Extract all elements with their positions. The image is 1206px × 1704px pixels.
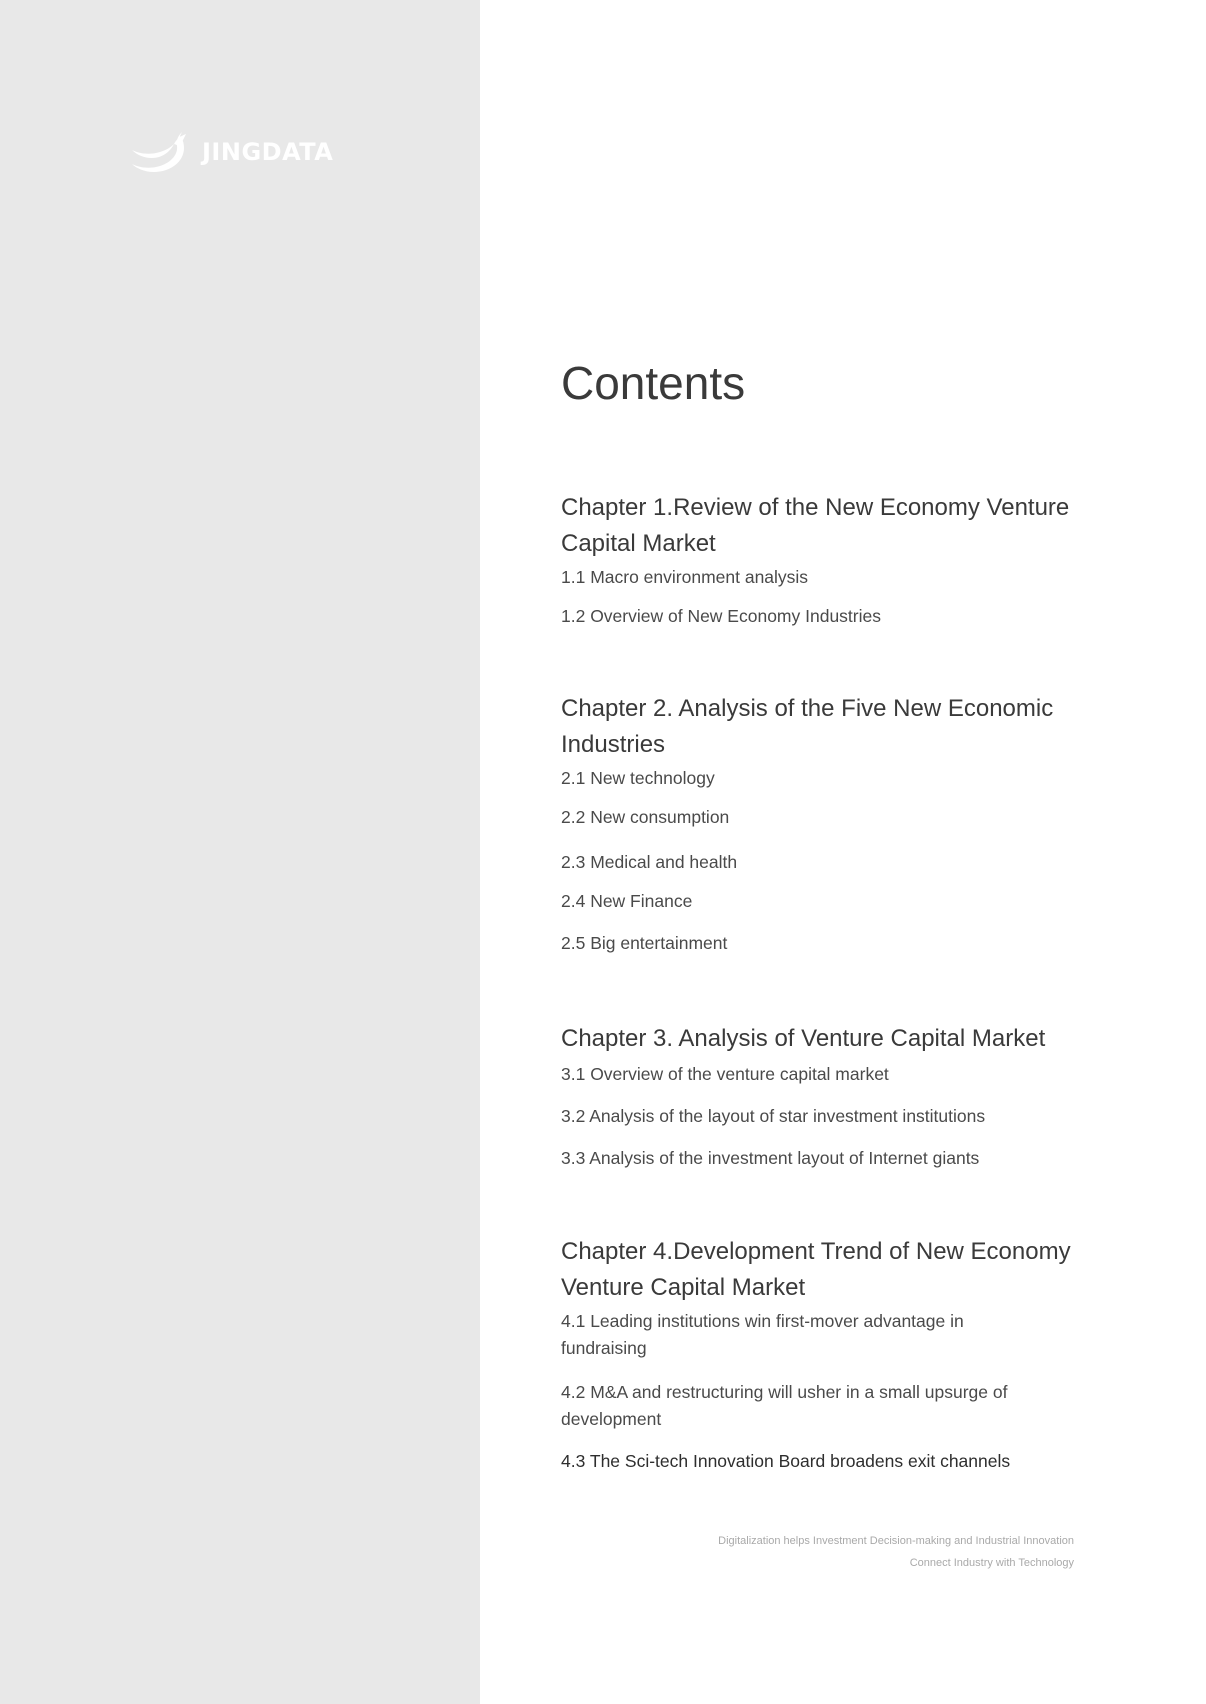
slogan-line-1: Digitalization helps Investment Decision-making and Industrial Innovation [718,1535,1074,1547]
left-sidebar-panel [0,0,480,1704]
section-4-2: 4.2 M&A and restructuring will usher in a small upsurge of development [561,1382,1008,1429]
slogan-line-2: Connect Industry with Technology [909,1557,1074,1569]
section-3-3: 3.3 Analysis of the investment layout of Internet giants [561,1148,980,1168]
chapter-2 [561,691,1101,957]
section-2-3: 2.3 Medical and health [561,852,738,872]
section-2-5: 2.5 Big entertainment [561,933,728,953]
section-2-1: 2.1 New technology [561,768,715,788]
page-title: Contents [561,357,746,409]
section-1-1: 1.1 Macro environment analysis [561,567,809,587]
chapter-title: Chapter 2. Analysis of the Five New Economic Industries [561,695,1054,758]
chapter-1 [561,490,1101,630]
section-3-2: 3.2 Analysis of the layout of star investment institutions [561,1106,986,1126]
section-2-2: 2.2 New consumption [561,807,730,827]
section-1-2: 1.2 Overview of New Economy Industries [561,606,881,626]
chapter-3 [561,1021,1101,1172]
section-4-3: 4.3 The Sci-tech Innovation Board broadens exit channels [561,1451,1011,1471]
section-4-1: 4.1 Leading institutions win first-mover advantage in fundraising [561,1311,964,1358]
chapter-4 [561,1234,1101,1475]
section-3-1: 3.1 Overview of the venture capital market [561,1064,889,1084]
chapter-title: Chapter 4.Development Trend of New Economy Venture Capital Market [561,1238,1071,1301]
footer-slogan [718,1530,1074,1574]
whale-icon [130,130,188,174]
brand-logo [130,130,333,174]
chapter-title: Chapter 1.Review of the New Economy Venture Capital Market [561,494,1070,557]
brand-name: JINGDATA [202,138,334,166]
chapter-title: Chapter 3. Analysis of Venture Capital Market [561,1025,1046,1052]
section-2-4: 2.4 New Finance [561,891,693,911]
